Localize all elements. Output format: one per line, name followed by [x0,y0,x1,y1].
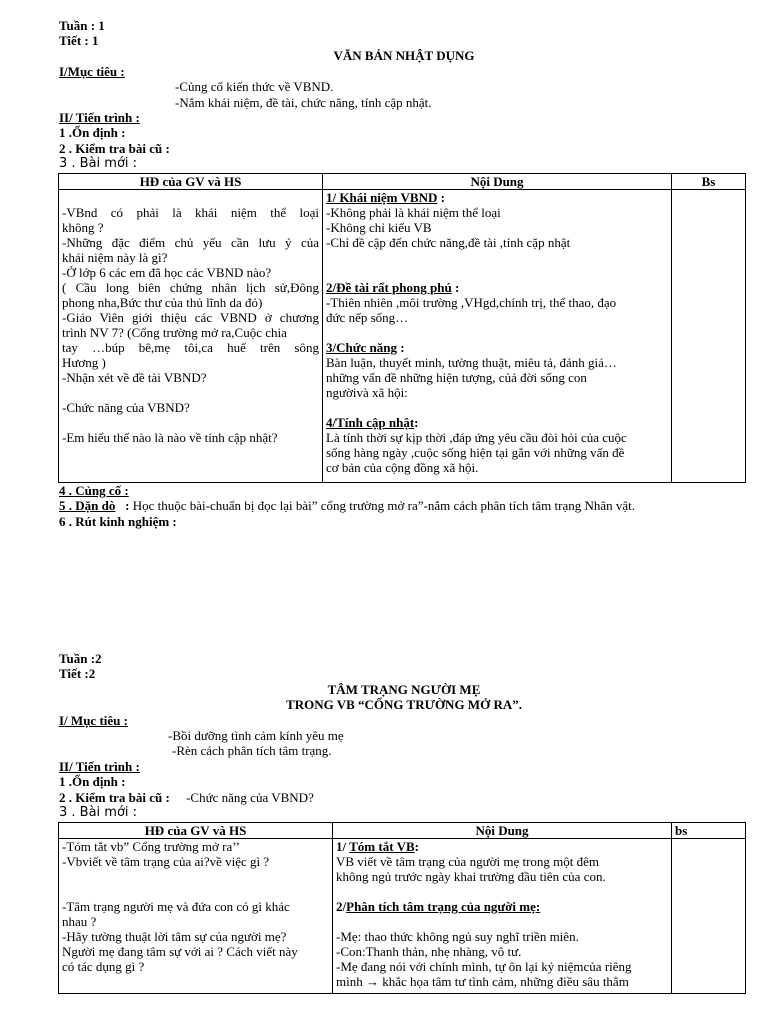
lesson1-activity-line: -Nhận xét về đề tài VBND? [62,370,207,385]
lesson1-objectives-heading: I/Mục tiêu : [59,64,125,79]
lesson2-process-heading: II/ Tiến trình : [59,759,140,774]
lesson1-content-line: cơ bản của cộng đồng xã hội. [326,460,479,475]
lesson2-objective-1: -Bồi dưỡng tình cảm kính yêu mẹ [168,728,344,743]
lesson1-activity-line: không ? [62,220,104,235]
lesson2-activity-line: -Tóm tắt vb” Cổng trường mở ra’’ [62,839,240,854]
lesson1-content-line [326,325,668,340]
lesson1-activity-line: -Những đặc điểm chủ yếu cần lưu ý của [62,235,319,250]
lesson2-step3: 3 . Bài mới : [59,805,138,820]
lesson2-week: Tuần :2 [59,651,102,666]
lesson1-content-line: Bàn luận, thuyết minh, tường thuật, miêu tả, đánh giá… [326,355,617,370]
lesson2-objectives-heading: I/ Mục tiêu : [59,713,128,728]
lesson1-table [58,173,746,483]
lesson1-activity-line: khái niệm này là gì? [62,250,168,265]
lesson1-activity-line: -Chức năng của VBND? [62,400,190,415]
lesson2-content-line: mình → khắc họa tâm tư tình cảm, những điều sâu thẳm [336,974,629,989]
lesson1-activity-line: -Em hiểu thế nào là nào về tính cập nhật? [62,430,278,445]
lesson1-header-notes: Bs [672,174,746,190]
lesson2-header-activity: HĐ của GV và HS [59,823,333,839]
lesson1-process-heading: II/ Tiến trình : [59,110,140,125]
lesson2-content-line: 1/ Tóm tắt VB: [336,839,419,854]
lesson2-notes-cell [672,839,746,994]
lesson1-content-line: sống hàng ngày ,cuộc sống hiện tại gắn với những vấn đề [326,445,625,460]
lesson1-step1: 1 .Ổn định : [59,125,126,140]
lesson1-content-line: -Thiên nhiên ,môi trường ,VHgd,chính trị, thể thao, đạo [326,295,617,310]
lesson2-content-line [336,884,668,899]
lesson2-header-notes: bs [672,823,746,839]
lesson1-activity-line: tay …búp bê,mẹ tôi,ca huế trên sông [62,340,319,355]
lesson1-content-line: 3/Chức năng : [326,340,405,355]
lesson2-title-line1: TÂM TRẠNG NGƯỜI MẸ [327,682,481,697]
lesson2-activity-line: có tác dụng gì ? [62,959,145,974]
lesson1-week: Tuần : 1 [59,18,105,33]
lesson2-activity-line: -Tâm trạng người mẹ và đứa con có gì khác [62,899,290,914]
lesson1-notes-cell [672,190,746,483]
lesson2-content-line: -Mẹ đang nói với chính mình, tự ôn lại kỷ niệmcủa riêng [336,959,632,974]
lesson2-content-line: -Mẹ: thao thức không ngủ suy nghĩ triền miên. [336,929,579,944]
lesson2-content-heading: Tóm tắt VB [349,839,415,854]
lesson1-activity-line: -Ở lớp 6 các em đã học các VBND nào? [62,265,272,280]
lesson1-content-line: ngườivà xã hội: [326,385,408,400]
lesson1-content-heading: 3/Chức năng [326,340,398,355]
lesson2-activity-line [62,884,329,899]
lesson1-objective-1: -Củng cố kiến thức về VBND. [175,79,334,94]
lesson2-content-line: VB viết về tâm trạng của người mẹ trong một đêm [336,854,600,869]
lesson1-period: Tiết : 1 [59,33,99,48]
lesson1-content-line: Là tính thời sự kịp thời ,đáp ứng yêu cầu đòi hỏi của cuộc [326,430,627,445]
lesson1-activity-line: -VBnd có phải là khái niệm thể loại [62,205,319,220]
lesson1-content-line [326,400,668,415]
lesson2-step2-text: -Chức năng của VBND? [186,790,314,805]
lesson1-activity-line: -Giáo Viên giới thiệu các VBND ở chương [62,310,319,325]
lesson2-header-content: Nội Dung [333,823,672,839]
lesson1-activity-line: ( Cầu long biên chứng nhân lịch sử,Đông [62,280,319,295]
lesson1-title: VĂN BẢN NHẬT DỤNG [333,48,475,63]
lesson2-activity-line: -Vbviết về tâm trạng của ai?về việc gì ? [62,854,270,869]
lesson1-content-line: 2/Đề tài rất phong phú : [326,280,460,295]
lesson1-header-activity: HĐ của GV và HS [59,174,323,190]
lesson2-step2: 2 . Kiểm tra bài cũ : -Chức năng của VBND? [59,790,314,805]
lesson2-content-line: -Con:Thanh thản, nhẹ nhàng, vô tư. [336,944,522,959]
lesson1-content-heading: 2/Đề tài rất phong phú [326,280,452,295]
lesson1-header-content: Nội Dung [323,174,672,190]
lesson2-content-heading: Phân tích tâm trạng của người mẹ: [346,899,541,914]
lesson2-content-cell [333,839,672,994]
lesson1-content-line: -Không chỉ kiểu VB [326,220,432,235]
lesson1-content-line: -Chỉ đề cập đến chức năng,đề tài ,tính cặp nhật [326,235,571,250]
lesson1-activity-line [62,385,319,400]
lesson2-activity-line: nhau ? [62,914,97,929]
lesson1-activity-cell [59,190,323,483]
lesson1-objective-2: -Nắm khái niệm, đề tài, chức năng, tính cập nhật. [175,95,432,110]
lesson2-activity-cell [59,839,333,994]
lesson2-title-line2: TRONG VB “CỔNG TRƯỜNG MỞ RA”. [286,697,522,712]
lesson1-content-line: đức nếp sống… [326,310,409,325]
lesson1-content-heading: 4/Tính cập nhật [326,415,415,430]
lesson1-content-heading: 1/ Khái niệm VBND [326,190,438,205]
lesson2-content-line [336,914,668,929]
lesson2-activity-line [62,869,329,884]
lesson1-step3: 3 . Bài mới : [59,156,138,171]
lesson1-activity-line: trình NV 7? (Cổng trường mở ra,Cuộc chia [62,325,287,340]
lesson2-activity-line: -Hãy tường thuật lời tâm sự của người mẹ? [62,929,287,944]
lesson2-period: Tiết :2 [59,666,96,681]
lesson1-activity-line [62,190,319,205]
lesson1-content-line: -Không phải là khái niệm thể loại [326,205,501,220]
lesson1-content-line [326,265,668,280]
lesson1-content-cell [323,190,672,483]
lesson1-content-line: những vấn đề những hiện tượng, củả đời sống con [326,370,587,385]
lesson1-step6: 6 . Rút kinh nghiệm : [59,514,177,529]
lesson2-content-line: không ngủ trước ngày khai trường đầu tiên của con. [336,869,606,884]
lesson1-content-line: 4/Tính cập nhật: [326,415,419,430]
lesson1-step5-text: Học thuộc bài-chuẩn bị đọc lại bài” cổng trường mở ra”-nắm cách phân tích tâm trạng Nhân vật. [129,498,636,513]
lesson1-step2: 2 . Kiểm tra bài cũ : [59,141,170,156]
lesson2-table [58,822,746,994]
lesson2-content-line: 2/Phân tích tâm trạng của người mẹ: [336,899,541,914]
lesson1-activity-line [62,415,319,430]
lesson2-objective-2: -Rèn cách phân tích tâm trạng. [172,743,332,758]
lesson2-step1: 1 .Ổn định : [59,774,126,789]
lesson1-content-line [326,250,668,265]
lesson1-step5: 5 . Dặn dò : Học thuộc bài-chuẩn bị đọc lại bài” cổng trường mở ra”-nắm cách phân tích tâm trạng Nhân vật. [59,498,636,513]
lesson1-activity-line: Hương ) [62,355,106,370]
lesson1-activity-line: phong nha,Bức thư của thủ lĩnh da đỏ) [62,295,263,310]
lesson1-step4: 4 . Củng cố : [59,483,129,498]
lesson1-content-line: 1/ Khái niệm VBND : [326,190,445,205]
lesson2-activity-line: Người mẹ đang tâm sự với ai ? Cách viết này [62,944,298,959]
lesson1-step5-label: 5 . Dặn dò [59,498,116,513]
